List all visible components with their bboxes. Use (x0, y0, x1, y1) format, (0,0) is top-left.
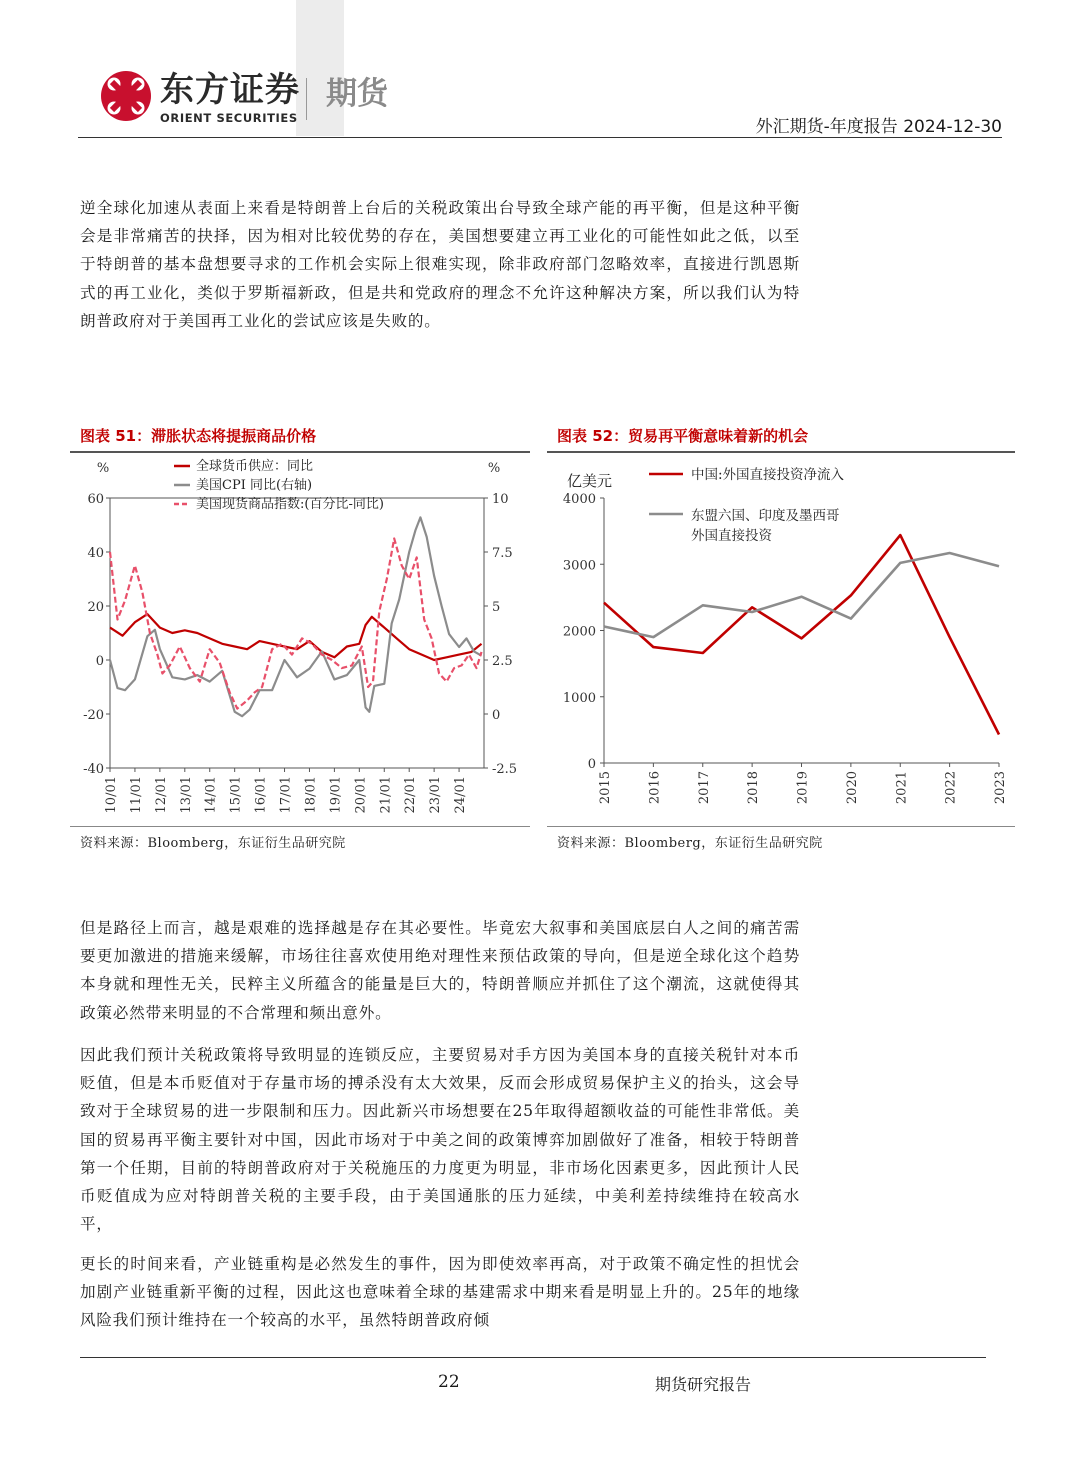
legend-label-2-line-1: 东盟六国、印度及墨西哥 (691, 508, 840, 524)
paragraph-2: 但是路径上而言，越是艰难的选择越是存在其必要性。毕竟宏大叙事和美国底层白人之间的痛苦需要更加激进的措施来缓解，市场往往喜欢使用绝对理性来预估政策的导向，但是逆全球化这个趋势本身就和理性无关，民粹主义所蕴含的能量是巨大的，特朗普顺应并抓住了这个潮流，这就使得其政策必然带来明显的不合常理和频出意外。 (80, 919, 800, 1022)
x-tick-label: 2022 (943, 771, 959, 805)
right-tick-label: -2.5 (492, 762, 518, 777)
left-tick-label: -20 (83, 708, 104, 723)
left-tick-label: 20 (87, 600, 104, 615)
y-tick-label: 2000 (562, 624, 596, 640)
series-line-2 (604, 553, 999, 637)
x-tick-label: 13/01 (178, 776, 194, 814)
legend-label-2: 美国CPI 同比(右轴) (196, 478, 313, 493)
figure-51-title: 图表 51：滞胀状态将提振商品价格 (80, 427, 317, 445)
x-tick-label: 17/01 (278, 776, 294, 814)
right-tick-label: 7.5 (492, 546, 513, 561)
x-tick-label: 2023 (993, 771, 1008, 805)
y-axis-unit: 亿美元 (567, 472, 613, 490)
logo-separator (306, 78, 307, 120)
figure-52-title: 图表 52：贸易再平衡意味着新的机会 (557, 427, 809, 445)
logo-icon (100, 70, 152, 122)
y-tick-label: 3000 (562, 558, 596, 574)
left-tick-label: 0 (95, 654, 104, 669)
x-tick-label: 2018 (746, 771, 762, 805)
x-tick-label: 24/01 (453, 776, 469, 814)
footer-label: 期货研究报告 (655, 1375, 752, 1394)
series-line-2 (110, 517, 482, 716)
x-tick-label: 19/01 (328, 776, 344, 814)
x-tick-label: 23/01 (428, 776, 444, 814)
x-tick-label: 16/01 (253, 776, 269, 814)
x-tick-label: 18/01 (303, 776, 319, 814)
x-tick-label: 2019 (795, 771, 811, 805)
paragraph-1: 逆全球化加速从表面上来看是特朗普上台后的关税政策出台导致全球产能的再平衡，但是这种平衡会是非常痛苦的抉择，因为相对比较优势的存在，美国想要建立再工业化的可能性如此之低，以至于特朗普的基本盘想要寻求的工作机会实际上很难实现，除非政府部门忽略效率，直接进行凯恩斯式的再工业化，类似于罗斯福新政，但是共和党政府的理念不允许这种解决方案，所以我们认为特朗普政府对于美国再工业化的尝试应该是失败的。 (80, 199, 800, 330)
left-tick-label: -40 (83, 762, 104, 777)
legend-label-2-line-2: 外国直接投资 (691, 528, 772, 544)
left-tick-label: 60 (87, 492, 104, 507)
x-tick-label: 14/01 (203, 776, 219, 814)
x-tick-label: 2020 (844, 771, 860, 805)
figure-51-chart (70, 454, 530, 824)
x-tick-label: 11/01 (128, 776, 144, 814)
footer-divider (80, 1357, 986, 1358)
header-accent-bar (296, 0, 344, 136)
y-tick-label: 0 (587, 757, 596, 772)
logo-suffix: 期货 (326, 76, 388, 112)
legend-label-1: 全球货币供应：同比 (196, 459, 314, 474)
figure-51-source: 资料来源：Bloomberg，东证衍生品研究院 (80, 836, 346, 851)
right-tick-label: 5 (492, 600, 501, 615)
x-tick-label: 22/01 (403, 776, 419, 814)
header-divider (78, 137, 1002, 138)
y-tick-label: 1000 (562, 690, 596, 706)
x-tick-label: 2021 (894, 771, 910, 805)
left-axis-unit: % (96, 461, 110, 476)
figure-52-top-rule (547, 451, 1015, 453)
report-title: 外汇期货-年度报告 2024-12-30 (755, 117, 1002, 137)
series-line-1 (604, 535, 999, 734)
series-line-3 (110, 539, 482, 709)
page-number: 22 (438, 1372, 460, 1392)
figure-52-chart (547, 454, 1015, 824)
paragraph-3: 因此我们预计关税政策将导致明显的连锁反应，主要贸易对手方因为美国本身的直接关税针对本币贬值，但是本币贬值对于存量市场的搏杀没有太大效果，反而会形成贸易保护主义的抬头，这会导致对于全球贸易的进一步限制和压力。因此新兴市场想要在25年取得超额收益的可能性非常低。美国的贸易再平衡主要针对中国，因此市场对于中美之间的政策博弈加剧做好了准备，相较于特朗普第一个任期，目前的特朗普政府对于关税施压的力度更为明显，非市场化因素更多，因此预计人民币贬值成为应对特朗普关税的主要手段，由于美国通胀的压力延续，中美利差持续维持在较高水平， (80, 1046, 800, 1234)
logo-text-cn: 东方证券 (160, 70, 300, 110)
y-tick-label: 4000 (562, 492, 596, 507)
right-tick-label: 2.5 (492, 654, 513, 669)
figure-51-top-rule (70, 451, 530, 453)
x-tick-label: 10/01 (104, 776, 119, 814)
x-tick-label: 2017 (696, 771, 712, 805)
legend-label-3: 美国现货商品指数:(百分比-同比) (196, 497, 384, 512)
legend-label-1: 中国:外国直接投资净流入 (691, 467, 845, 483)
x-tick-label: 15/01 (228, 776, 244, 814)
x-tick-label: 20/01 (353, 776, 369, 814)
right-tick-label: 0 (492, 708, 501, 723)
figure-52-bottom-rule (547, 826, 1015, 827)
logo-text-en: ORIENT SECURITIES (160, 111, 298, 125)
figure-52-source: 资料来源：Bloomberg，东证衍生品研究院 (557, 836, 823, 851)
left-tick-label: 40 (87, 546, 104, 561)
x-tick-label: 2016 (647, 771, 663, 805)
paragraph-4: 更长的时间来看，产业链重构是必然发生的事件，因为即使效率再高，对于政策不确定性的担忧会加剧产业链重新平衡的过程，因此这也意味着全球的基建需求中期来看是明显上升的。25年的地缘风险我们预计维持在一个较高的水平，虽然特朗普政府倾 (80, 1255, 800, 1330)
x-tick-label: 12/01 (153, 776, 169, 814)
x-tick-label: 21/01 (378, 776, 394, 814)
right-tick-label: 10 (492, 492, 509, 507)
figure-51-bottom-rule (70, 826, 530, 827)
x-tick-label: 2015 (598, 771, 613, 805)
right-axis-unit: % (487, 461, 501, 476)
